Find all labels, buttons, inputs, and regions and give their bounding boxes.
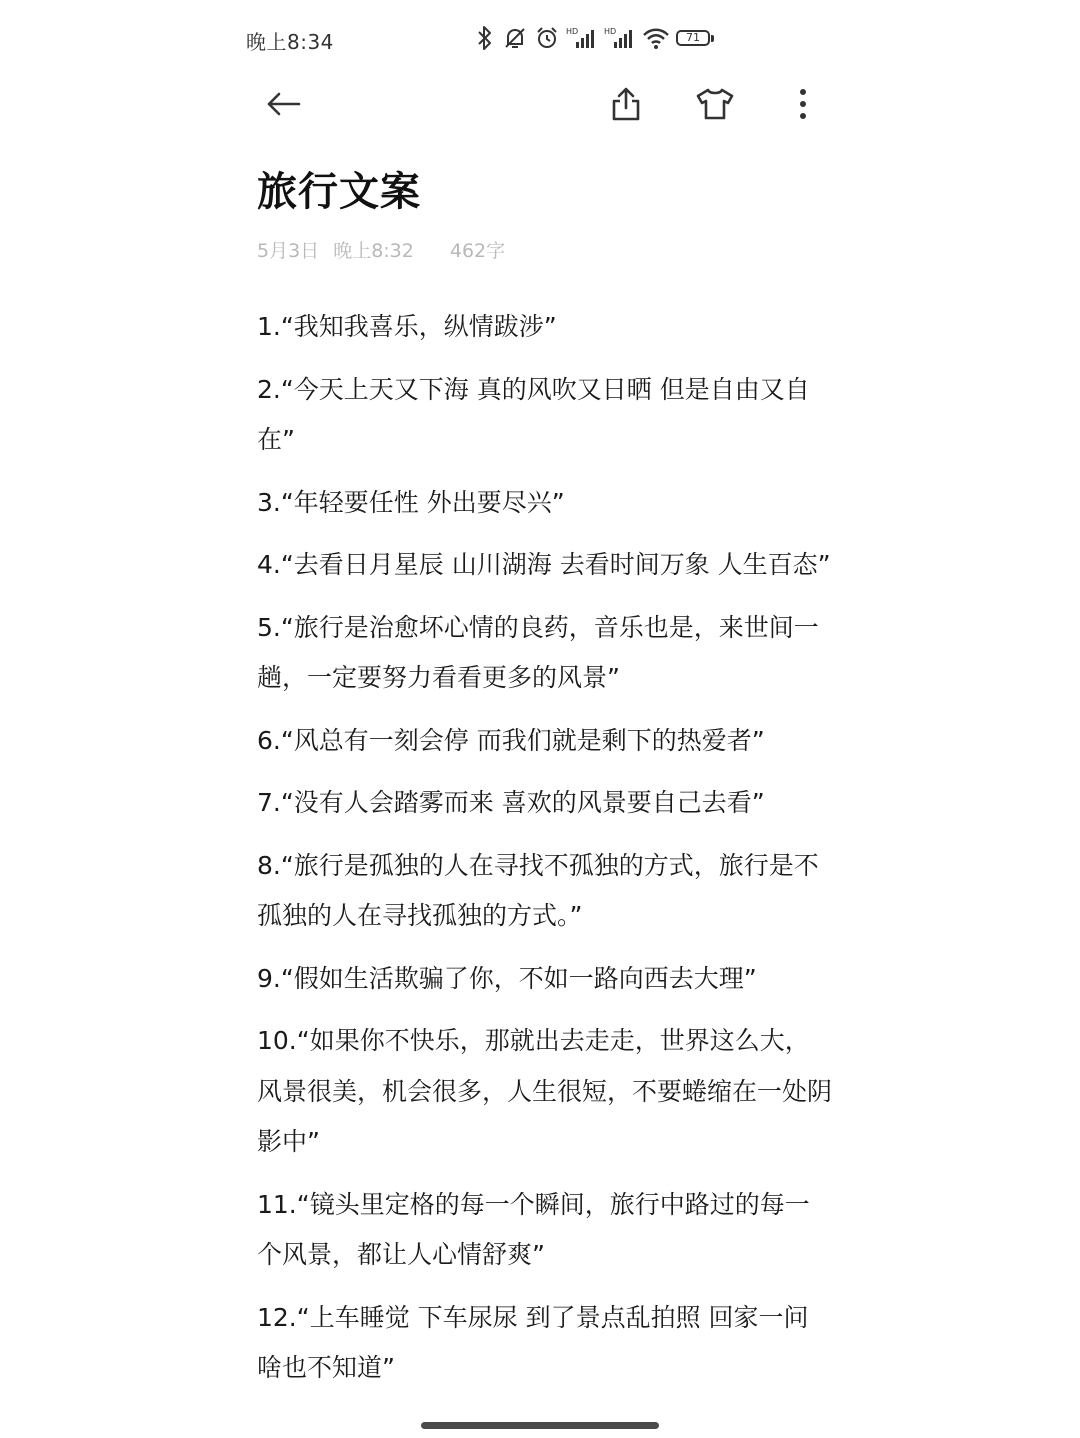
battery-level: 71 bbox=[676, 30, 710, 46]
tshirt-icon bbox=[695, 87, 735, 125]
note-line: 12.“上车睡觉 下车尿尿 到了景点乱拍照 回家一问啥也不知道” bbox=[257, 1302, 809, 1382]
note-line: 8.“旅行是孤独的人在寻找不孤独的方式，旅行是不孤独的人在寻找孤独的方式。” bbox=[257, 850, 819, 930]
back-button[interactable] bbox=[257, 80, 309, 132]
arrow-left-icon bbox=[263, 89, 303, 123]
note-line: 10.“如果你不快乐，那就出去走走，世界这么大，风景很美，机会很多，人生很短，不要蜷缩在一处阴影中” bbox=[257, 1026, 833, 1156]
more-button[interactable] bbox=[777, 80, 829, 132]
status-bar bbox=[0, 0, 1080, 78]
note-date: 5月3日 bbox=[257, 240, 320, 262]
battery-icon bbox=[676, 29, 716, 47]
note-word-count: 462字 bbox=[449, 240, 506, 262]
note-line: 2.“今天上天又下海 真的风吹又日晒 但是自由又自在” bbox=[257, 374, 810, 454]
theme-button[interactable] bbox=[689, 80, 741, 132]
svg-text:HD: HD bbox=[566, 27, 579, 36]
svg-text:HD: HD bbox=[604, 27, 617, 36]
toolbar bbox=[0, 70, 1080, 140]
status-icons bbox=[474, 22, 716, 54]
alarm-icon bbox=[534, 25, 560, 51]
note-line: 1.“我知我喜乐，纵情跋涉” bbox=[257, 312, 557, 341]
status-time: 晚上8:34 bbox=[246, 30, 334, 54]
wifi-icon bbox=[642, 25, 670, 51]
share-button[interactable] bbox=[600, 80, 652, 132]
note-time: 晚上8:32 bbox=[333, 240, 414, 262]
share-icon bbox=[609, 86, 643, 126]
note-line: 11.“镜头里定格的每一个瞬间，旅行中路过的每一个风景，都让人心情舒爽” bbox=[257, 1189, 810, 1269]
note-line: 6.“风总有一刻会停 而我们就是剩下的热爱者” bbox=[257, 725, 765, 755]
note-line: 9.“假如生活欺骗了你，不如一路向西去大理” bbox=[257, 963, 757, 993]
silent-bell-icon bbox=[502, 25, 528, 51]
more-vertical-icon bbox=[798, 87, 808, 125]
note-title: 旅行文案 bbox=[257, 169, 421, 215]
signal-hd-icon bbox=[566, 25, 598, 51]
signal-hd-icon bbox=[604, 25, 636, 51]
note-line: 7.“没有人会踏雾而来 喜欢的风景要自己去看” bbox=[257, 788, 765, 817]
note-meta bbox=[257, 236, 505, 263]
note-body[interactable] bbox=[257, 302, 832, 1406]
note-line: 4.“去看日月星辰 山川湖海 去看时间万象 人生百态” bbox=[257, 550, 831, 579]
note-line: 5.“旅行是治愈坏心情的良药，音乐也是，来世间一趟，一定要努力看看更多的风景” bbox=[257, 612, 819, 692]
note-line: 3.“年轻要任性 外出要尽兴” bbox=[257, 487, 565, 517]
home-indicator[interactable] bbox=[421, 1422, 659, 1429]
bluetooth-icon bbox=[474, 25, 496, 51]
